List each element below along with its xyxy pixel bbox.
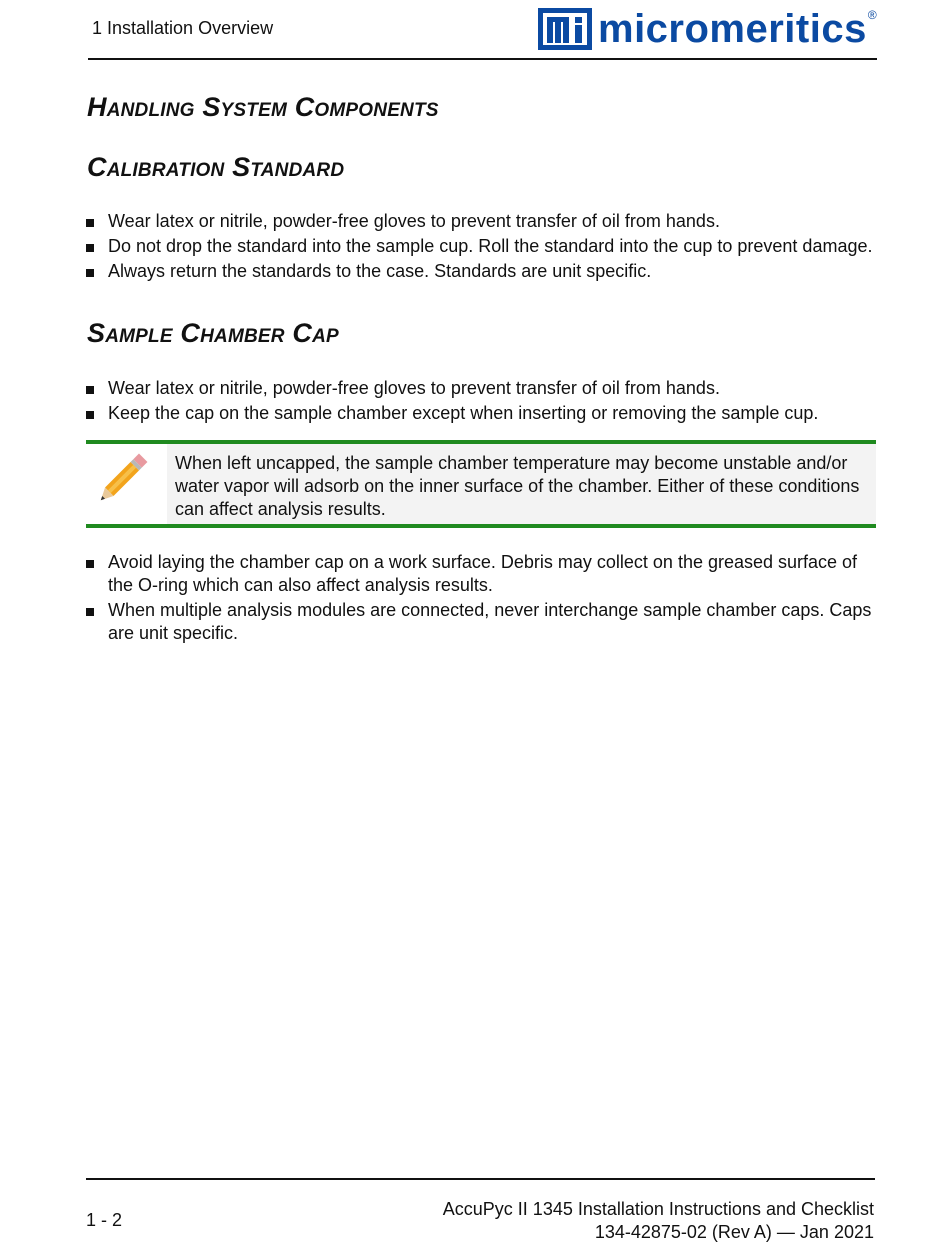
pencil-icon <box>90 446 154 512</box>
heading-handling-system-components: Handling System Components <box>87 92 439 122</box>
list-item: Wear latex or nitrile, powder-free gloves to prevent transfer of oil from hands. <box>86 210 876 233</box>
list-item: Always return the standards to the case. Standards are unit specific. <box>86 260 876 283</box>
logo-mark-icon <box>538 8 592 50</box>
heading-sample-chamber-cap: Sample Chamber Cap <box>87 318 339 348</box>
list-item: Do not drop the standard into the sample cup. Roll the standard into the cup to prevent damage. <box>86 235 876 258</box>
registered-mark: ® <box>867 8 877 22</box>
calibration-list <box>86 210 876 285</box>
list-item: Keep the cap on the sample chamber except when inserting or removing the sample cup. <box>86 402 876 425</box>
footer-divider <box>86 1178 875 1180</box>
header-divider <box>88 58 877 60</box>
chamber-cap-additional-list <box>86 551 876 647</box>
list-item: When multiple analysis modules are connected, never interchange sample chamber caps. Caps are unit specific. <box>86 599 876 645</box>
chamber-list <box>86 377 876 427</box>
footer-document-title <box>443 1198 874 1244</box>
list-item: Avoid laying the chamber cap on a work surface. Debris may collect on the greased surface of the O-ring which can also affect analysis results. <box>86 551 876 597</box>
micromeritics-logo <box>538 7 877 51</box>
footer-title-line: AccuPyc II 1345 Installation Instructions and Checklist <box>442 1199 874 1219</box>
header-section-title: 1 Installation Overview <box>92 18 274 38</box>
heading-calibration-standard: Calibration Standard <box>87 152 345 182</box>
page-number: 1 - 2 <box>86 1210 123 1230</box>
list-item: Wear latex or nitrile, powder-free gloves to prevent transfer of oil from hands. <box>86 377 876 400</box>
note-box <box>86 440 876 528</box>
logo-wordmark: micromeritics <box>598 7 867 51</box>
footer-revision-line: 134-42875-02 (Rev A) — Jan 2021 <box>594 1222 874 1242</box>
note-text: When left uncapped, the sample chamber temperature may become unstable and/or water vapor will adsorb on the inner surface of the chamber. Either of these conditions can affect analysis results. <box>167 444 876 524</box>
